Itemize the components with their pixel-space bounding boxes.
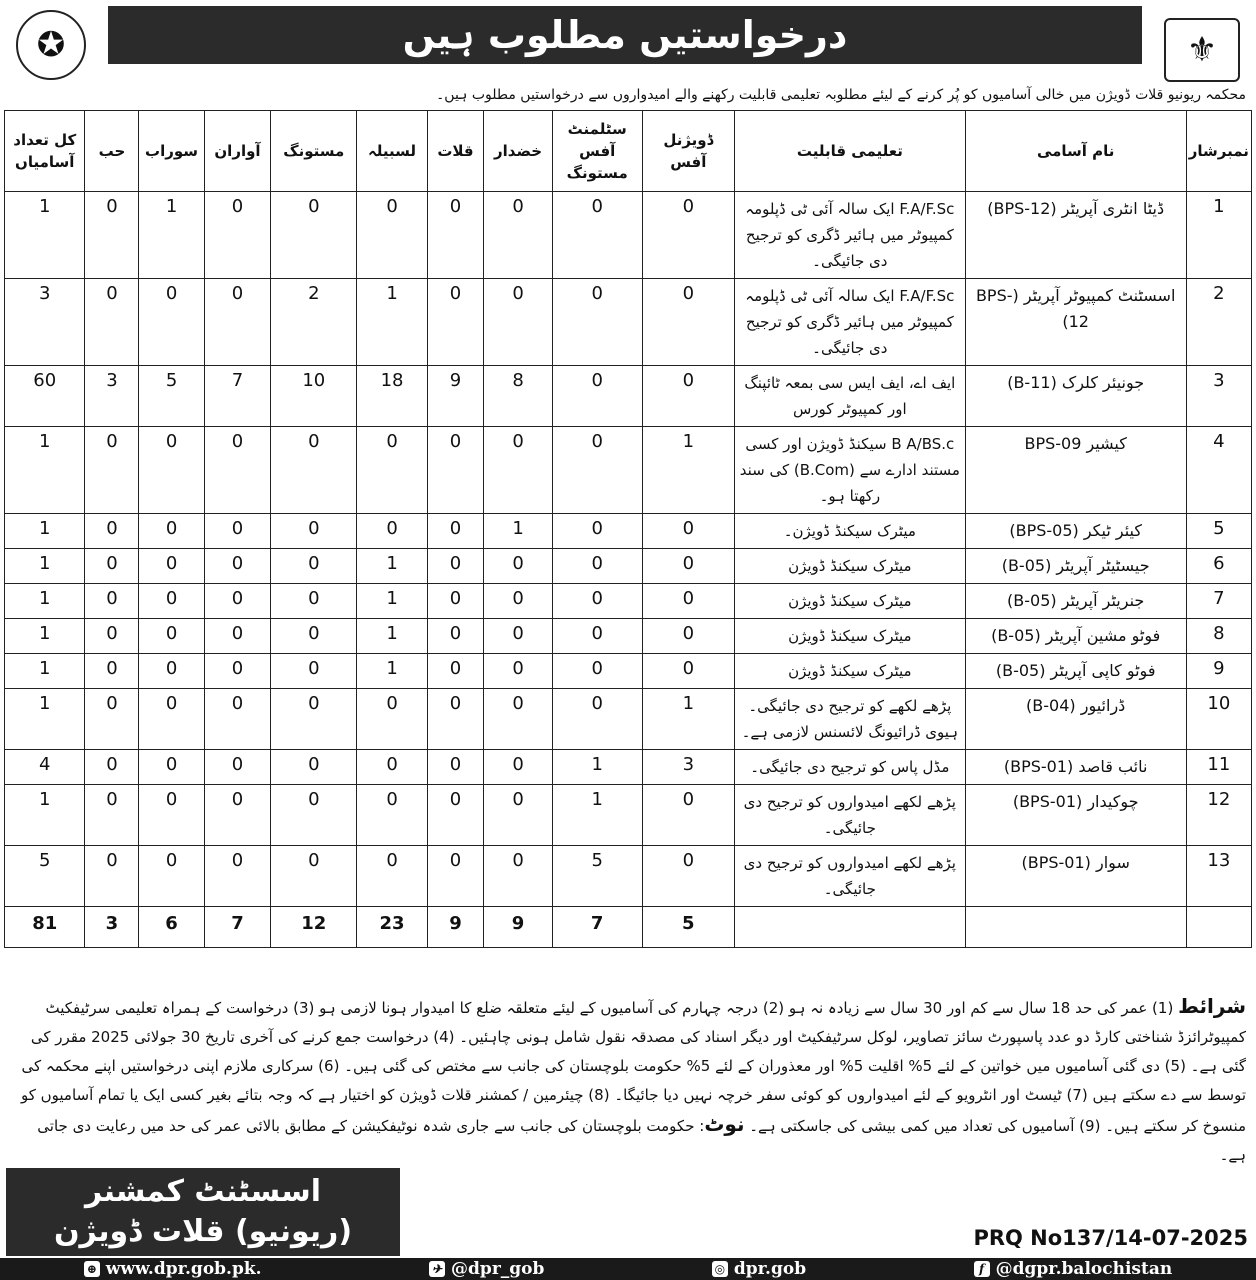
cell-post: سوار (BPS-01) (965, 846, 1186, 907)
cell-div: 0 (642, 192, 734, 279)
signature-line1: اسسٹنٹ کمشنر (84, 1174, 321, 1209)
cell-mst: 0 (271, 785, 357, 846)
vacancy-table (4, 110, 1252, 948)
cell-khz: 8 (484, 366, 553, 427)
cell-div: 1 (642, 689, 734, 750)
cell-srb: 1 (139, 192, 204, 279)
cell-qualification: F.A/F.Sc ایک سالہ آئی ٹی ڈپلومہ کمپیوٹر میں ہائیر ڈگری کو ترجیح دی جائیگی۔ (735, 279, 966, 366)
cell-post: فوٹو کاپی آپریٹر (B-05) (965, 654, 1186, 689)
cell-lsb: 1 (357, 654, 427, 689)
cell-set: 0 (552, 427, 642, 514)
cell-hub: 0 (85, 619, 139, 654)
cell-klt: 0 (427, 654, 484, 689)
cell-div: 0 (642, 654, 734, 689)
cell-srb: 0 (139, 514, 204, 549)
cell-mst: 0 (271, 192, 357, 279)
cell-awr: 0 (204, 619, 271, 654)
cell-srb: 0 (139, 689, 204, 750)
table-row (5, 654, 1252, 689)
footer-website[interactable]: ⊕ www.dpr.gob.pk. (84, 1259, 262, 1279)
cell-awr: 0 (204, 785, 271, 846)
cell-srb: 0 (139, 846, 204, 907)
cell-khz: 1 (484, 514, 553, 549)
cell-set: 0 (552, 192, 642, 279)
cell-tot: 1 (5, 192, 85, 279)
total-tot: 81 (5, 907, 85, 948)
cell-srb: 0 (139, 654, 204, 689)
cell-awr: 0 (204, 654, 271, 689)
total-div: 5 (642, 907, 734, 948)
cell-khz: 0 (484, 192, 553, 279)
col-kalat: قلات (427, 111, 484, 192)
cell-set: 0 (552, 279, 642, 366)
table-row (5, 584, 1252, 619)
cell-awr: 0 (204, 689, 271, 750)
cell-mst: 2 (271, 279, 357, 366)
page-title: درخواستیں مطلوب ہیں (108, 6, 1142, 64)
cell-klt: 0 (427, 584, 484, 619)
cell-hub: 0 (85, 514, 139, 549)
cell-tot: 1 (5, 619, 85, 654)
cell-hub: 0 (85, 192, 139, 279)
cell-awr: 0 (204, 279, 271, 366)
cell-serial: 4 (1186, 427, 1251, 514)
cell-khz: 0 (484, 785, 553, 846)
col-khuzdar: خضدار (484, 111, 553, 192)
terms-label: شرائط (1178, 994, 1246, 1018)
cell-tot: 1 (5, 584, 85, 619)
cell-lsb: 0 (357, 846, 427, 907)
cell-khz: 0 (484, 750, 553, 785)
cell-serial: 5 (1186, 514, 1251, 549)
col-settlement-office: سٹلمنٹ آفس مستونگ (552, 111, 642, 192)
cell-lsb: 18 (357, 366, 427, 427)
cell-srb: 0 (139, 785, 204, 846)
cell-mst: 0 (271, 584, 357, 619)
cell-lsb: 0 (357, 689, 427, 750)
cell-awr: 0 (204, 192, 271, 279)
table-row (5, 192, 1252, 279)
cell-post: جنریٹر آپریٹر (B-05) (965, 584, 1186, 619)
cell-tot: 4 (5, 750, 85, 785)
cell-serial: 9 (1186, 654, 1251, 689)
cell-mst: 0 (271, 750, 357, 785)
cell-klt: 0 (427, 427, 484, 514)
cell-div: 0 (642, 366, 734, 427)
table-row (5, 279, 1252, 366)
cell-khz: 0 (484, 619, 553, 654)
col-surab: سوراب (139, 111, 204, 192)
cell-serial: 2 (1186, 279, 1251, 366)
cell-qualification: پڑھے لکھے کو ترجیح دی جائیگی۔ ہیوی ڈرائیونگ لائسنس لازمی ہے۔ (735, 689, 966, 750)
cell-post: جونیئر کلرک (B-11) (965, 366, 1186, 427)
cell-post: جیسٹیٹر آپریٹر (B-05) (965, 549, 1186, 584)
cell-div: 0 (642, 514, 734, 549)
cell-div: 0 (642, 279, 734, 366)
footer-facebook[interactable]: f @dgpr.balochistan (974, 1259, 1173, 1279)
cell-post: چوکیدار (BPS-01) (965, 785, 1186, 846)
cell-mst: 0 (271, 427, 357, 514)
intro-text: محکمہ ریونیو قلات ڈویژن میں خالی آسامیوں کو پُر کرنے کے لیئے مطلوبہ تعلیمی قابلیت رکھنے والے امیدواروں سے درخواستیں مطلوب ہیں۔ (436, 87, 1246, 103)
cell-hub: 0 (85, 279, 139, 366)
instagram-icon: ◎ (712, 1261, 728, 1277)
total-lsb: 23 (357, 907, 427, 948)
col-hub: حب (85, 111, 139, 192)
cell-awr: 0 (204, 549, 271, 584)
cell-div: 0 (642, 549, 734, 584)
cell-lsb: 1 (357, 584, 427, 619)
cell-tot: 1 (5, 785, 85, 846)
cell-lsb: 1 (357, 279, 427, 366)
cell-mst: 0 (271, 689, 357, 750)
cell-khz: 0 (484, 584, 553, 619)
cell-serial: 11 (1186, 750, 1251, 785)
cell-set: 0 (552, 619, 642, 654)
cell-awr: 0 (204, 750, 271, 785)
balochistan-seal-icon: ✪ (16, 10, 86, 80)
cell-mst: 0 (271, 549, 357, 584)
signature-line2: (ریونیو) قلات ڈویژن (53, 1214, 353, 1249)
cell-mst: 0 (271, 654, 357, 689)
total-awr: 7 (204, 907, 271, 948)
cell-khz: 0 (484, 279, 553, 366)
cell-klt: 0 (427, 192, 484, 279)
table-row (5, 785, 1252, 846)
cell-klt: 0 (427, 619, 484, 654)
col-divisional-office: ڈویژنل آفس (642, 111, 734, 192)
cell-post: ڈیٹا انٹری آپریٹر (BPS-12) (965, 192, 1186, 279)
cell-lsb: 0 (357, 514, 427, 549)
cell-tot: 1 (5, 654, 85, 689)
cell-klt: 0 (427, 846, 484, 907)
cell-qualification: میٹرک سیکنڈ ڈویژن (735, 584, 966, 619)
facebook-icon: f (974, 1261, 990, 1277)
cell-awr: 0 (204, 846, 271, 907)
cell-klt: 0 (427, 279, 484, 366)
signature-block (6, 1168, 400, 1256)
total-hub: 3 (85, 907, 139, 948)
footer-twitter[interactable]: ✈ @dpr_gob (429, 1259, 544, 1279)
cell-hub: 0 (85, 654, 139, 689)
cell-srb: 0 (139, 750, 204, 785)
cell-tot: 1 (5, 514, 85, 549)
cell-srb: 0 (139, 279, 204, 366)
cell-qualification: F.A/F.Sc ایک سالہ آئی ٹی ڈپلومہ کمپیوٹر میں ہائیر ڈگری کو ترجیح دی جائیگی۔ (735, 192, 966, 279)
cell-serial: 3 (1186, 366, 1251, 427)
cell-post: کیئر ٹیکر (BPS-05) (965, 514, 1186, 549)
cell-hub: 0 (85, 584, 139, 619)
col-serial: نمبرشار (1186, 111, 1251, 192)
cell-post: کیشیر BPS-09 (965, 427, 1186, 514)
cell-tot: 3 (5, 279, 85, 366)
cell-serial: 6 (1186, 549, 1251, 584)
cell-div: 3 (642, 750, 734, 785)
cell-klt: 0 (427, 514, 484, 549)
cell-mst: 10 (271, 366, 357, 427)
cell-klt: 0 (427, 785, 484, 846)
terms-text: (1) عمر کی حد 18 سال سے کم اور 30 سال سے زیادہ نہ ہو (2) درجہ چہارم کی آسامیوں کے لیئے متعلقہ ضلع کا امیدوار ہونا لازمی ہو (3) درخواست کے ہمراہ تعلیمی سرٹیفکیٹ کمپیوٹرائزڈ شناختی کارڈ دو عدد پاسپورٹ سائز تصاویر، لوکل سرٹیفکیٹ اور دیگر اسناد کی مصدقہ نقول شامل ہونی چاہئیں۔ (4) درخواست جمع کرنے کی آخری تاریخ 30 جولائی 2025 مقرر کی گئی ہے۔ (5) دی گئی آسامیوں میں خواتین کے لئے 5% اقلیت 5% اور معذوران کے لئے 5% حکومت بلوچستان کی جانب سے مختص کی گئی ہیں۔ (6) سرکاری ملازم اپنی درخواستیں اپنے محکمہ کی توسط سے دے سکتے ہیں (7) ٹیسٹ اور انٹرویو کے لئے امیدواروں کو کوئی سفر خرچہ نہیں دیا جائیگا۔ (8) چیئرمین / کمشنر قلات ڈویژن کو اختیار ہے کہ وجہ بتائے بغیر کسی ایک یا تمام آسامیوں کو منسوخ کر سکتے ہیں۔ (9) آسامیوں کی تعداد میں کمی بیشی کی جاسکتی ہے۔ (20, 999, 1246, 1135)
cell-lsb: 1 (357, 549, 427, 584)
total-set: 7 (552, 907, 642, 948)
cell-set: 1 (552, 785, 642, 846)
cell-lsb: 0 (357, 427, 427, 514)
col-total: کل تعداد آسامیاں (5, 111, 85, 192)
col-mastung: مستونگ (271, 111, 357, 192)
table-row (5, 846, 1252, 907)
col-qualification: تعلیمی قابلیت (735, 111, 966, 192)
cell-hub: 0 (85, 750, 139, 785)
cell-serial: 10 (1186, 689, 1251, 750)
table-row (5, 366, 1252, 427)
cell-klt: 0 (427, 549, 484, 584)
cell-qualification: B A/BS.c سیکنڈ ڈویژن اور کسی مستند ادارے سے (B.Com) کی سند رکھتا ہو۔ (735, 427, 966, 514)
terms (10, 992, 1246, 1170)
total-empty (965, 907, 1186, 948)
cell-tot: 1 (5, 549, 85, 584)
table-row (5, 689, 1252, 750)
total-klt: 9 (427, 907, 484, 948)
cell-mst: 0 (271, 619, 357, 654)
cell-post: نائب قاصد (BPS-01) (965, 750, 1186, 785)
cell-hub: 3 (85, 366, 139, 427)
cell-hub: 0 (85, 689, 139, 750)
cell-serial: 13 (1186, 846, 1251, 907)
cell-klt: 9 (427, 366, 484, 427)
total-srb: 6 (139, 907, 204, 948)
cell-tot: 60 (5, 366, 85, 427)
cell-hub: 0 (85, 549, 139, 584)
cell-set: 1 (552, 750, 642, 785)
cell-set: 0 (552, 654, 642, 689)
cell-post: ڈرائیور (B-04) (965, 689, 1186, 750)
table-row (5, 427, 1252, 514)
cell-tot: 1 (5, 427, 85, 514)
total-empty (735, 907, 966, 948)
cell-post: اسسٹنٹ کمپیوٹر آپریٹر (BPS-12) (965, 279, 1186, 366)
cell-khz: 0 (484, 427, 553, 514)
cell-qualification: میٹرک سیکنڈ ڈویژن۔ (735, 514, 966, 549)
cell-tot: 1 (5, 689, 85, 750)
cell-srb: 5 (139, 366, 204, 427)
col-lasbela: لسبیلہ (357, 111, 427, 192)
table-row (5, 750, 1252, 785)
cell-set: 0 (552, 549, 642, 584)
cell-div: 0 (642, 584, 734, 619)
cell-serial: 8 (1186, 619, 1251, 654)
cell-qualification: میٹرک سیکنڈ ڈویژن (735, 549, 966, 584)
col-awaran: آواران (204, 111, 271, 192)
totals-row (5, 907, 1252, 948)
cell-awr: 0 (204, 514, 271, 549)
prq-number: PRQ No137/14-07-2025 (973, 1226, 1248, 1250)
cell-srb: 0 (139, 619, 204, 654)
cell-serial: 7 (1186, 584, 1251, 619)
cell-lsb: 0 (357, 750, 427, 785)
cell-hub: 0 (85, 427, 139, 514)
cell-mst: 0 (271, 846, 357, 907)
globe-icon: ⊕ (84, 1261, 100, 1277)
cell-div: 1 (642, 427, 734, 514)
cell-hub: 0 (85, 846, 139, 907)
cell-qualification: میٹرک سیکنڈ ڈویژن (735, 654, 966, 689)
cell-set: 0 (552, 514, 642, 549)
cell-srb: 0 (139, 549, 204, 584)
cell-srb: 0 (139, 427, 204, 514)
cell-khz: 0 (484, 846, 553, 907)
footer (0, 1258, 1256, 1280)
total-khz: 9 (484, 907, 553, 948)
note-label: نوٹ (704, 1112, 745, 1136)
cell-div: 0 (642, 846, 734, 907)
cell-srb: 0 (139, 584, 204, 619)
note-text: : حکومت بلوچستان کی جانب سے جاری شدہ نوٹیفکیشن کے مطابق بالائی عمر کی حد میں رعایت دی جاتی ہے۔ (37, 1117, 1246, 1164)
cell-set: 0 (552, 689, 642, 750)
cell-klt: 0 (427, 750, 484, 785)
cell-tot: 5 (5, 846, 85, 907)
total-empty (1186, 907, 1251, 948)
cell-khz: 0 (484, 689, 553, 750)
cell-serial: 1 (1186, 192, 1251, 279)
cell-khz: 0 (484, 549, 553, 584)
cell-qualification: مڈل پاس کو ترجیح دی جائیگی۔ (735, 750, 966, 785)
header (0, 0, 1256, 88)
cell-post: فوٹو مشین آپریٹر (B-05) (965, 619, 1186, 654)
cell-klt: 0 (427, 689, 484, 750)
table-row (5, 549, 1252, 584)
cell-set: 5 (552, 846, 642, 907)
cell-serial: 12 (1186, 785, 1251, 846)
cell-div: 0 (642, 785, 734, 846)
cell-awr: 0 (204, 427, 271, 514)
cell-qualification: ایف اے، ایف ایس سی بمعہ ٹائپنگ اور کمپیوٹر کورس (735, 366, 966, 427)
cell-qualification: پڑھے لکھے امیدواروں کو ترجیح دی جائیگی۔ (735, 785, 966, 846)
cell-div: 0 (642, 619, 734, 654)
cell-qualification: پڑھے لکھے امیدواروں کو ترجیح دی جائیگی۔ (735, 846, 966, 907)
cell-lsb: 1 (357, 619, 427, 654)
twitter-icon: ✈ (429, 1261, 445, 1277)
cell-awr: 7 (204, 366, 271, 427)
cell-khz: 0 (484, 654, 553, 689)
cell-qualification: میٹرک سیکنڈ ڈویژن (735, 619, 966, 654)
total-mst: 12 (271, 907, 357, 948)
cell-awr: 0 (204, 584, 271, 619)
cell-lsb: 0 (357, 192, 427, 279)
cell-mst: 0 (271, 514, 357, 549)
govt-balochistan-logo-icon: ⚜ (1164, 18, 1240, 82)
footer-instagram[interactable]: ◎ dpr.gob (712, 1259, 806, 1279)
table-row (5, 619, 1252, 654)
cell-set: 0 (552, 584, 642, 619)
cell-set: 0 (552, 366, 642, 427)
cell-lsb: 0 (357, 785, 427, 846)
cell-hub: 0 (85, 785, 139, 846)
table-row (5, 514, 1252, 549)
col-post: نام آسامی (965, 111, 1186, 192)
